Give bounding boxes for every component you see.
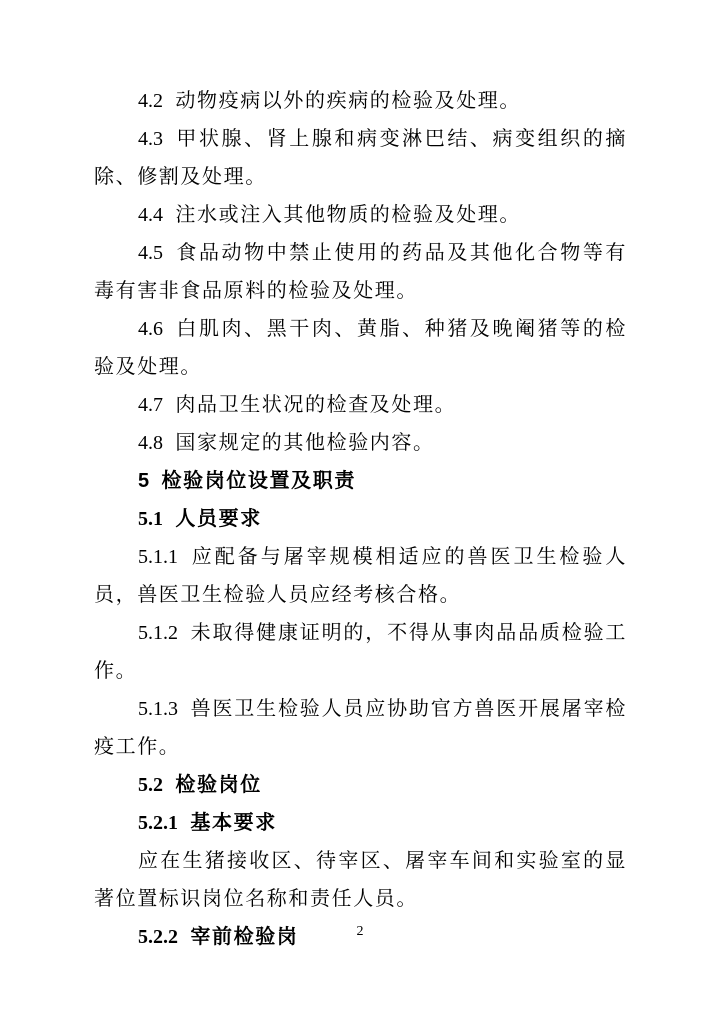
paragraph-text: 应在生猪接收区、待宰区、屠宰车间和实验室的显著位置标识岗位名称和责任人员。 [94, 850, 627, 910]
section-number: 5.2.2 [138, 926, 178, 948]
paragraph-text: 应配备与屠宰规模相适应的兽医卫生检验人员，兽医卫生检验人员应经考核合格。 [94, 546, 627, 606]
paragraph-text: 食品动物中禁止使用的药品及其他化合物等有毒有害非食品原料的检验及处理。 [94, 242, 627, 302]
section-number: 4.7 [138, 394, 163, 416]
paragraph-text: 基本要求 [190, 812, 277, 834]
body-paragraph [94, 234, 627, 310]
section-number: 4.3 [138, 128, 163, 150]
paragraph-text: 未取得健康证明的，不得从事肉品品质检验工作。 [94, 622, 627, 682]
body-paragraph [94, 424, 627, 462]
paragraph-text: 注水或注入其他物质的检验及处理。 [175, 204, 521, 226]
paragraph-text: 检验岗位 [175, 774, 262, 796]
paragraph-text: 肉品卫生状况的检查及处理。 [175, 394, 457, 416]
body-paragraph [94, 310, 627, 386]
section-number: 4.5 [138, 242, 163, 264]
section-heading [94, 766, 627, 804]
section-number: 5 [138, 470, 150, 492]
section-number: 5.1.3 [138, 698, 178, 720]
body-paragraph [94, 82, 627, 120]
body-paragraph [94, 842, 627, 918]
section-number: 5.1 [138, 508, 163, 530]
section-number: 4.4 [138, 204, 163, 226]
section-heading [94, 804, 627, 842]
paragraph-text: 人员要求 [175, 508, 262, 530]
section-number: 5.1.2 [138, 622, 178, 644]
section-number: 4.8 [138, 432, 163, 454]
paragraph-text: 甲状腺、肾上腺和病变淋巴结、病变组织的摘除、修割及处理。 [94, 128, 627, 188]
section-number: 5.2 [138, 774, 163, 796]
page-number: 2 [356, 924, 364, 939]
body-paragraph [94, 538, 627, 614]
paragraph-text: 动物疫病以外的疾病的检验及处理。 [175, 90, 521, 112]
paragraph-text: 国家规定的其他检验内容。 [175, 432, 435, 454]
body-paragraph [94, 196, 627, 234]
section-number: 5.1.1 [138, 546, 178, 568]
section-number: 4.6 [138, 318, 163, 340]
section-heading [94, 500, 627, 538]
body-paragraph [94, 120, 627, 196]
section-number: 5.2.1 [138, 812, 178, 834]
paragraph-text: 宰前检验岗 [190, 926, 299, 948]
paragraph-text: 检验岗位设置及职责 [161, 470, 356, 492]
body-paragraph [94, 614, 627, 690]
section-heading [94, 462, 627, 500]
paragraph-text: 白肌肉、黑干肉、黄脂、种猪及晚阉猪等的检验及处理。 [94, 318, 627, 378]
paragraph-text: 兽医卫生检验人员应协助官方兽医开展屠宰检疫工作。 [94, 698, 627, 758]
body-paragraph [94, 386, 627, 424]
body-paragraph [94, 690, 627, 766]
section-number: 4.2 [138, 90, 163, 112]
document-body [94, 82, 627, 956]
